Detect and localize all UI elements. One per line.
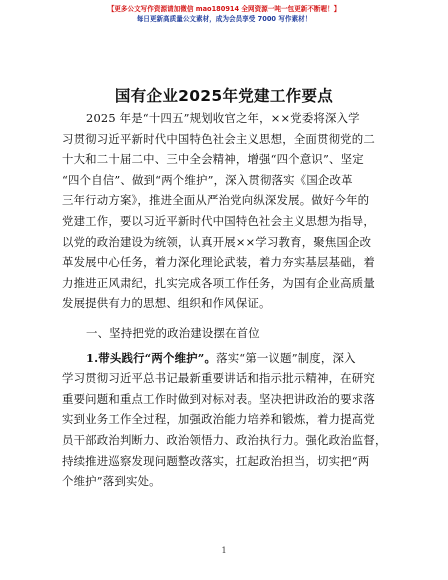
section-heading: 一、坚持把党的政治建设摆在首位	[86, 325, 260, 340]
paragraph-line: 持续推进巡察发现问题整改落实，扛起政治担当，切实把“两	[62, 453, 370, 468]
paragraph-line: 员干部政治判断力、政治领悟力、政治执行力。强化政治监督，	[62, 432, 387, 447]
item-heading: 1.带头践行“两个维护”。	[86, 350, 217, 365]
paragraph-line: 个维护”落到实处。	[62, 474, 161, 489]
item-first-line-text: 落实“第一议题”制度，深入	[216, 350, 356, 365]
paragraph-line: 以党的政治建设为统领，认真开展××学习教育，聚焦国企改	[62, 234, 372, 249]
intro-paragraph	[62, 108, 388, 314]
paragraph-line: 发展提供有力的思想、组织和作风保证。	[62, 296, 271, 311]
paragraph-line: “四个自信”、做到“两个维护”，深入贯彻落实《国企改革	[62, 172, 353, 187]
paragraph-line	[62, 348, 388, 369]
document-title: 国有企业2025年党建工作要点	[114, 87, 334, 105]
paragraph-line: 学习贯彻习近平总书记最新重要讲话和指示批示精神，在研究	[62, 371, 375, 386]
page-number: 1	[221, 546, 227, 555]
paragraph-line: 力推进正风肃纪，扎实完成各项工作任务，为国有企业高质量	[62, 275, 375, 290]
paragraph-line: 习贯彻习近平新时代中国特色社会主义思想，全面贯彻党的二	[62, 131, 375, 146]
paragraph-line: 实到业务工作全过程，加强政治能力培养和锻炼，着力提高党	[62, 412, 375, 427]
paragraph-line: 党建工作，要以习近平新时代中国特色社会主义思想为指导，	[62, 213, 375, 228]
paragraph-line: 三年行动方案》，推进全面从严治党向纵深发展。做好今年的	[62, 193, 370, 208]
paragraph-line: 2025 年是“十四五”规划收官之年，××党委将深入学	[86, 111, 360, 125]
paragraph-line: 重要问题和重点工作时做到对标对表。坚决把讲政治的要求落	[62, 391, 375, 406]
document-body	[62, 108, 388, 492]
paragraph-line: 革发展中心任务，着力深化理论武装，着力夯实基层基础，着	[62, 255, 375, 270]
promo-line-blue: 每日更新高质量公文素材，成为会员享受 7000 写作素材！	[136, 15, 312, 23]
item-paragraph	[62, 348, 388, 492]
promo-line-red: 【更多公文写作资源请加微信 mao180914 全网资源一吨一包更新不断喔！】	[107, 5, 341, 13]
paragraph-line: 十大和二十届二中、三中全会精神，增强“四个意识”、坚定	[62, 152, 364, 167]
promo-banner	[0, 4, 448, 24]
